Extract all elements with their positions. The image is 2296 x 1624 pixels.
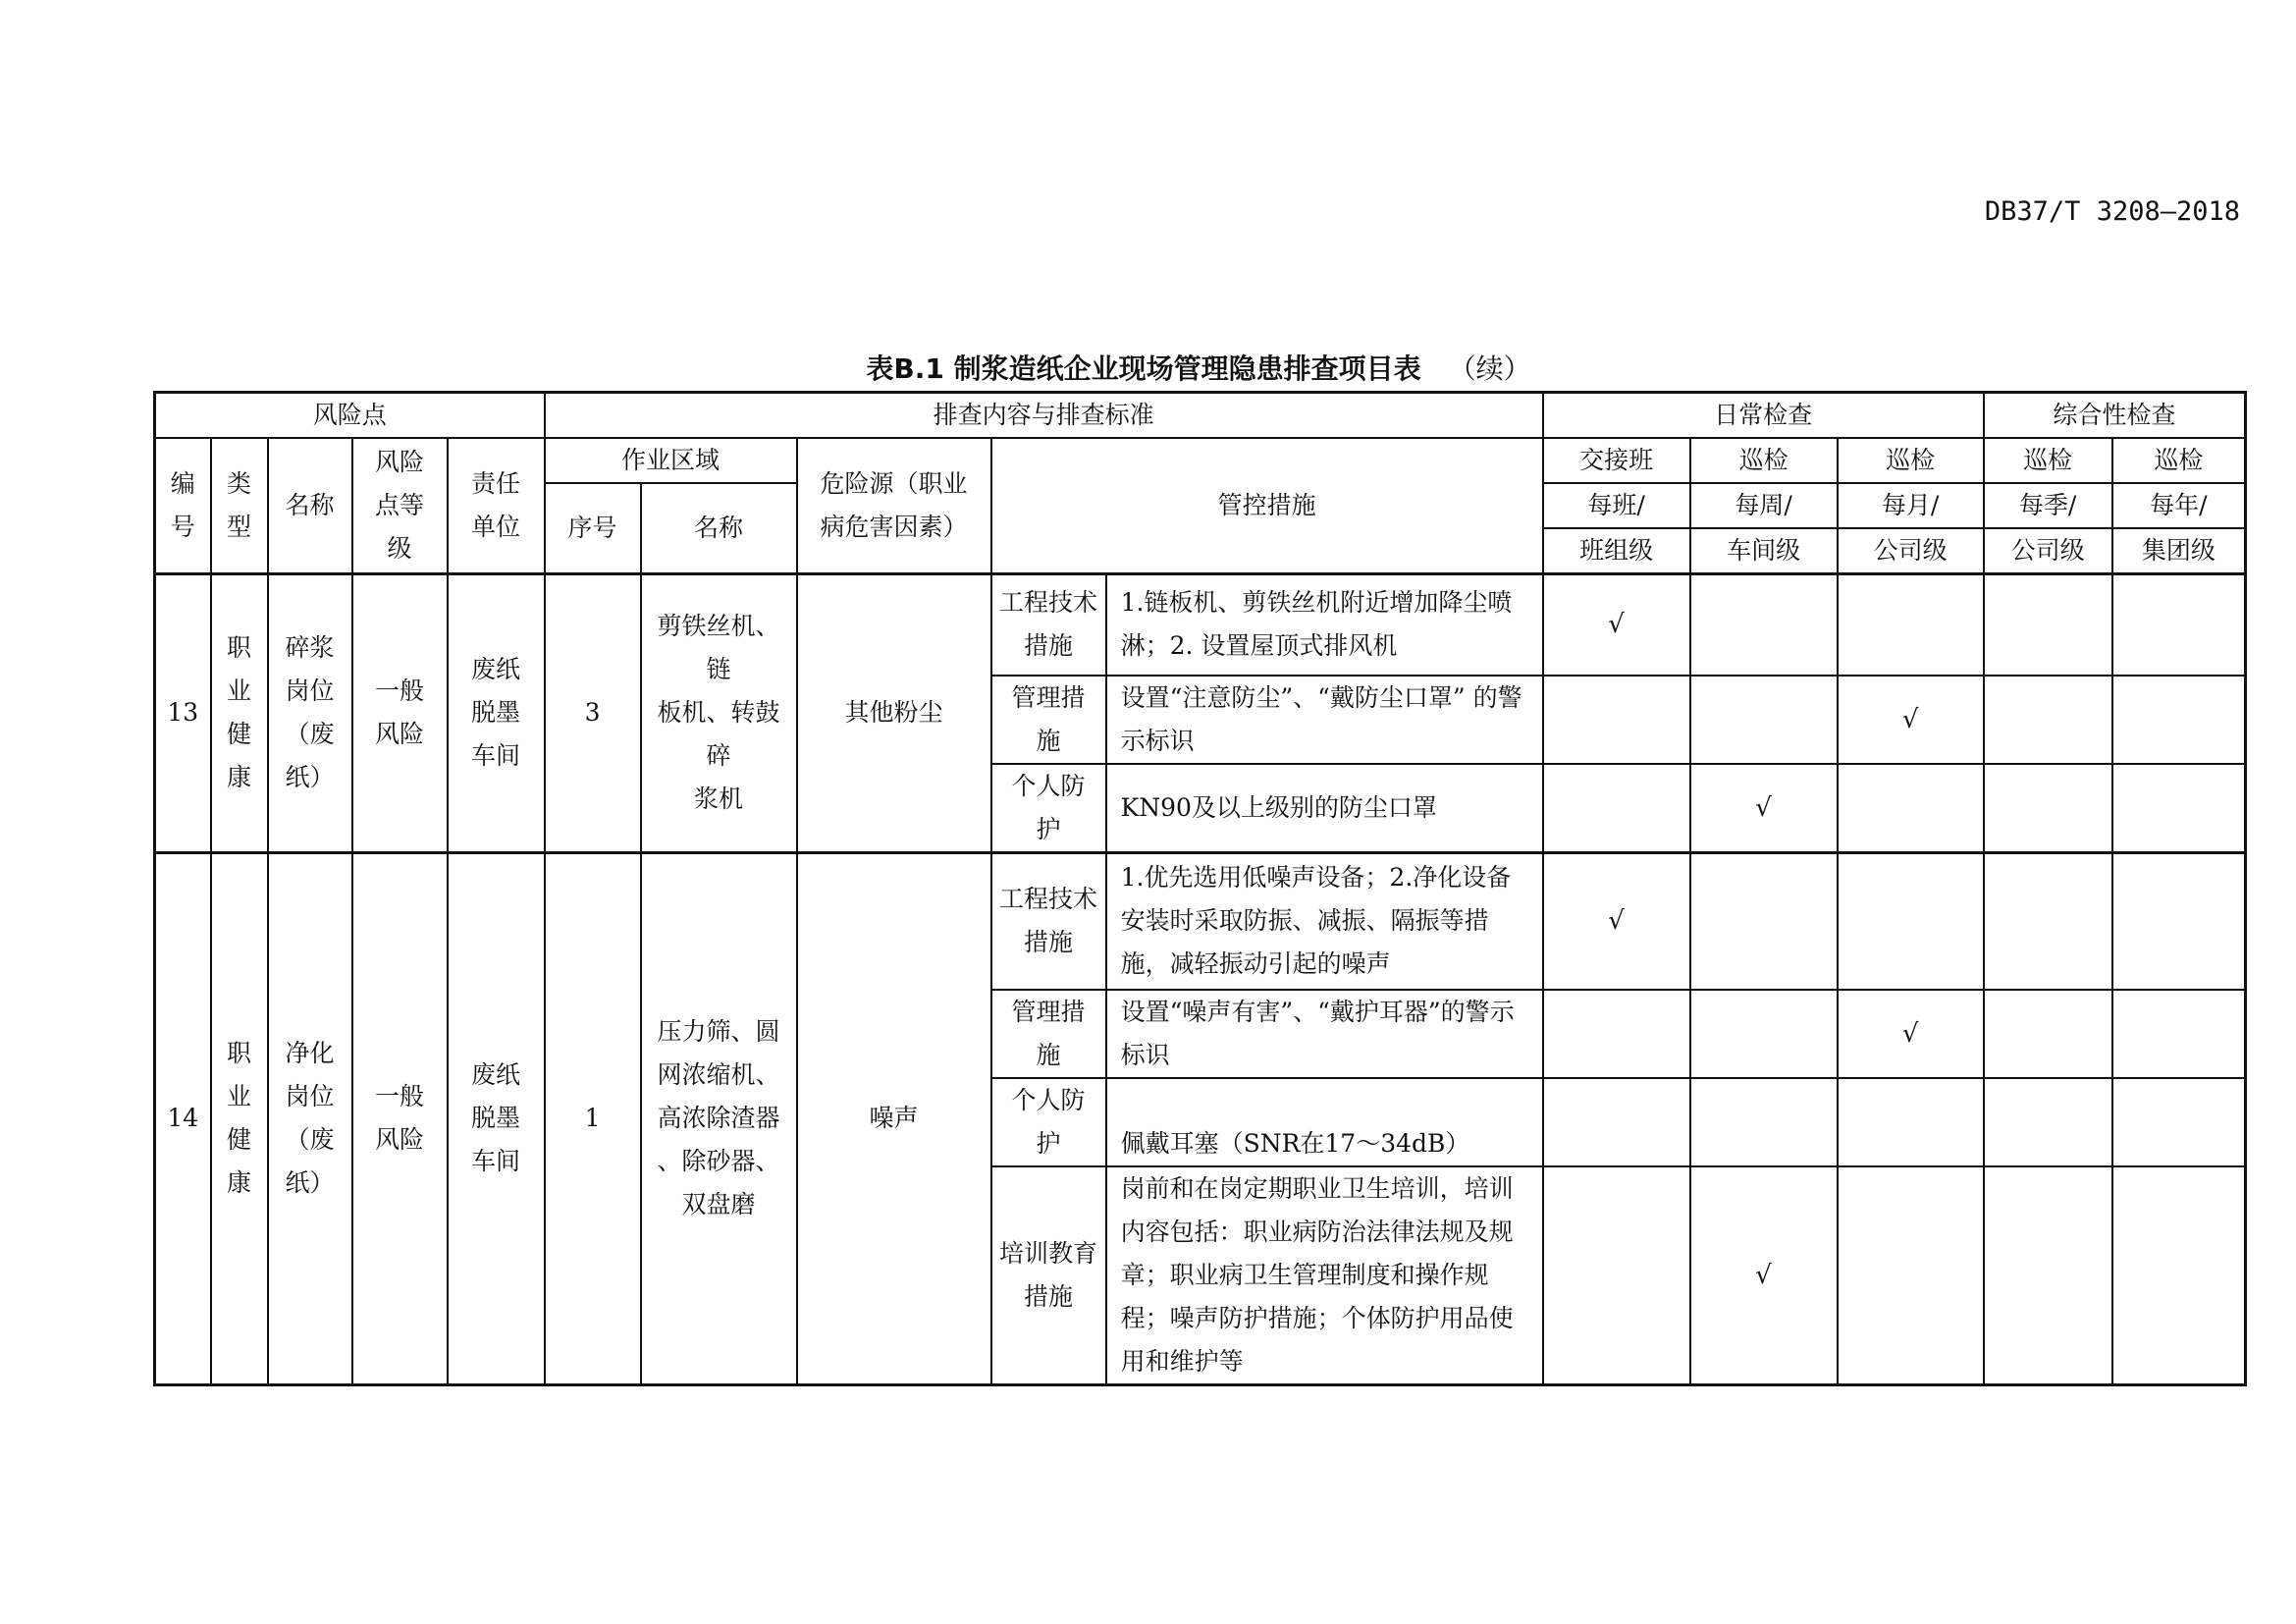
row-name-text: 净化 岗位 （废 纸） (285, 1039, 335, 1198)
measure-category (991, 990, 1106, 1078)
header-check-freq-1: 每周/ (1690, 483, 1838, 528)
check-r1-m2-c0 (1543, 1078, 1690, 1166)
table-title-continued: （续） (1448, 352, 1531, 385)
check-r0-m0-c0: √ (1543, 574, 1690, 676)
table-title (153, 348, 2244, 387)
measure-text: 佩戴耳塞（SNR在17～34dB） (1106, 1078, 1543, 1166)
header-responsible-unit (448, 438, 545, 574)
header-comprehensive-check: 综合性检查 (1984, 393, 2246, 439)
check-r1-m0-c2 (1838, 852, 1984, 990)
measure-category (991, 676, 1106, 764)
check-r1-m1-c1 (1690, 990, 1838, 1078)
check-r1-m0-c0: √ (1543, 852, 1690, 990)
row-type (211, 574, 268, 853)
header-check-level-0: 班组级 (1543, 528, 1690, 574)
check-r1-m0-c4 (2112, 852, 2246, 990)
header-check-freq-0: 每班/ (1543, 483, 1690, 528)
check-r0-m1-c2: √ (1838, 676, 1984, 764)
header-risk-level (352, 438, 448, 574)
row-risk-level (352, 852, 448, 1385)
row-area-name (641, 852, 797, 1385)
check-r1-m3-c3 (1984, 1166, 2112, 1385)
measure-text: 1.优先选用低噪声设备；2.净化设备安装时采取防振、减振、隔振等措施，减轻振动引起的噪声 (1106, 852, 1543, 990)
check-r0-m0-c3 (1984, 574, 2112, 676)
header-type-text: 类 型 (226, 469, 251, 541)
measure-category-text: 管理措 施 (1011, 998, 1086, 1069)
header-area-name: 名称 (641, 483, 797, 574)
check-r0-m2-c4 (2112, 764, 2246, 853)
header-check-label-0: 交接班 (1543, 438, 1690, 483)
header-check-label-2: 巡检 (1838, 438, 1984, 483)
header-check-level-1: 车间级 (1690, 528, 1838, 574)
check-r1-m2-c1 (1690, 1078, 1838, 1166)
hazard-inspection-table (153, 391, 2247, 1386)
header-responsible-unit-text: 责任 单位 (471, 469, 521, 541)
check-r0-m1-c3 (1984, 676, 2112, 764)
check-r1-m1-c4 (2112, 990, 2246, 1078)
row-hazard: 噪声 (797, 852, 991, 1385)
check-r0-m0-c1 (1690, 574, 1838, 676)
measure-category-text: 工程技术 措施 (999, 588, 1098, 661)
check-r0-m0-c4 (2112, 574, 2246, 676)
header-check-freq-3: 每季/ (1984, 483, 2112, 528)
measure-category-text: 管理措 施 (1011, 682, 1086, 755)
measure-category (991, 852, 1106, 990)
check-r1-m2-c4 (2112, 1078, 2246, 1166)
check-r1-m0-c1 (1690, 852, 1838, 990)
header-seq: 序号 (545, 483, 641, 574)
header-check-label-3: 巡检 (1984, 438, 2112, 483)
header-check-freq-4: 每年/ (2112, 483, 2246, 528)
header-daily-check: 日常检查 (1543, 393, 1984, 439)
header-control: 管控措施 (991, 438, 1543, 574)
row-risk-level-text: 一般 风险 (374, 1082, 424, 1155)
measure-category-text: 个人防 护 (1011, 771, 1086, 843)
header-name: 名称 (268, 438, 352, 574)
check-r0-m1-c4 (2112, 676, 2246, 764)
measure-category (991, 1078, 1106, 1166)
row-hazard: 其他粉尘 (797, 574, 991, 853)
header-no-text: 编 号 (170, 469, 195, 541)
row-area-name (641, 574, 797, 853)
check-r0-m2-c0 (1543, 764, 1690, 853)
header-hazard (797, 438, 991, 574)
document-code: DB37/T 3208—2018 (1984, 196, 2240, 227)
measure-text: KN90及以上级别的防尘口罩 (1106, 764, 1543, 853)
row-area-name-text: 剪铁丝机、链 板机、转鼓碎 浆机 (657, 612, 780, 814)
row-risk-level-text: 一般 风险 (374, 677, 424, 749)
check-r1-m0-c3 (1984, 852, 2112, 990)
header-check-level-4: 集团级 (2112, 528, 2246, 574)
header-work-area: 作业区域 (545, 438, 797, 483)
table-row (155, 574, 2246, 676)
header-no (155, 438, 211, 574)
row-area-name-text: 压力筛、圆 网浓缩机、 高浓除渣器 、除砂器、 双盘磨 (657, 1017, 780, 1219)
row-seq: 3 (545, 574, 641, 853)
header-risk-level-text: 风险 点等 级 (374, 448, 424, 563)
row-name (268, 852, 352, 1385)
row-type-text: 职 业 健 康 (226, 1039, 251, 1198)
check-r0-m1-c0 (1543, 676, 1690, 764)
row-seq: 1 (545, 852, 641, 1385)
check-r1-m2-c2 (1838, 1078, 1984, 1166)
check-r0-m2-c1: √ (1690, 764, 1838, 853)
measure-text: 设置“注意防尘”、“戴防尘口罩” 的警示标识 (1106, 676, 1543, 764)
header-check-label-4: 巡检 (2112, 438, 2246, 483)
check-r0-m1-c1 (1690, 676, 1838, 764)
header-content-standard: 排查内容与排查标准 (545, 393, 1543, 439)
row-no: 13 (155, 574, 211, 853)
check-r1-m3-c4 (2112, 1166, 2246, 1385)
check-r1-m3-c1: √ (1690, 1166, 1838, 1385)
table-title-text: 表B.1 制浆造纸企业现场管理隐患排查项目表 (866, 352, 1421, 385)
header-type (211, 438, 268, 574)
check-r1-m3-c2 (1838, 1166, 1984, 1385)
row-unit (448, 852, 545, 1385)
row-unit-text: 废纸 脱墨 车间 (471, 655, 521, 771)
header-hazard-text: 危险源（职业 病危害因素） (820, 469, 968, 541)
measure-category-text: 工程技术 措施 (999, 885, 1098, 957)
row-unit-text: 废纸 脱墨 车间 (471, 1060, 521, 1176)
header-risk-point: 风险点 (155, 393, 545, 439)
row-unit (448, 574, 545, 853)
measure-text: 岗前和在岗定期职业卫生培训，培训内容包括：职业病防治法律法规及规章；职业病卫生管理制度和操作规程；噪声防护措施；个体防护用品使用和维护等 (1106, 1166, 1543, 1385)
measure-text: 1.链板机、剪铁丝机附近增加降尘喷淋；2. 设置屋顶式排风机 (1106, 574, 1543, 676)
check-r1-m3-c0 (1543, 1166, 1690, 1385)
row-no: 14 (155, 852, 211, 1385)
measure-category (991, 574, 1106, 676)
row-name-text: 碎浆 岗位 （废 纸） (285, 633, 335, 792)
check-r1-m1-c2: √ (1838, 990, 1984, 1078)
header-check-label-1: 巡检 (1690, 438, 1838, 483)
check-r1-m2-c3 (1984, 1078, 2112, 1166)
check-r0-m0-c2 (1838, 574, 1984, 676)
header-check-level-2: 公司级 (1838, 528, 1984, 574)
check-r1-m1-c0 (1543, 990, 1690, 1078)
row-name (268, 574, 352, 853)
measure-category (991, 764, 1106, 853)
row-risk-level (352, 574, 448, 853)
header-check-freq-2: 每月/ (1838, 483, 1984, 528)
header-check-level-3: 公司级 (1984, 528, 2112, 574)
measure-text: 设置“噪声有害”、“戴护耳器”的警示标识 (1106, 990, 1543, 1078)
row-type (211, 852, 268, 1385)
measure-category (991, 1166, 1106, 1385)
row-type-text: 职 业 健 康 (226, 633, 251, 792)
check-r0-m2-c2 (1838, 764, 1984, 853)
measure-category-text: 个人防 护 (1011, 1086, 1086, 1158)
check-r1-m1-c3 (1984, 990, 2112, 1078)
check-r0-m2-c3 (1984, 764, 2112, 853)
table-row (155, 852, 2246, 990)
measure-category-text: 培训教育 措施 (999, 1239, 1098, 1311)
